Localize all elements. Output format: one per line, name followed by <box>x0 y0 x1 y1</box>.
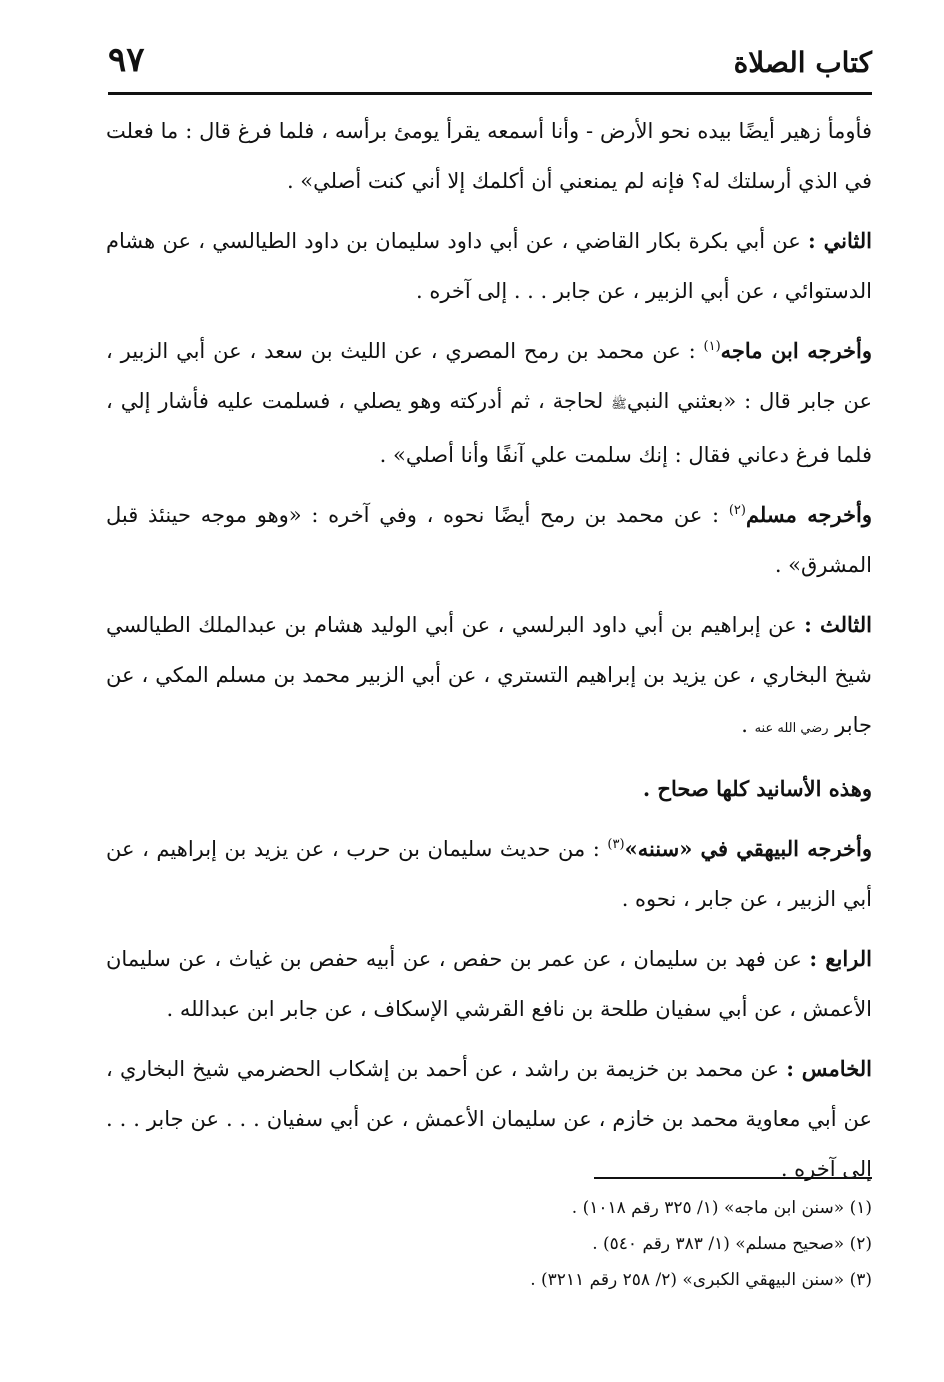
footnote-reference: (٢) <box>728 503 746 518</box>
honorific-ligature: ﷺ <box>611 397 627 412</box>
header-rule <box>108 92 872 95</box>
footnote-1: (١) «سنن ابن ماجه» (١/ ٣٢٥ رقم ١٠١٨) . <box>571 1198 872 1218</box>
footnote-rule <box>594 1177 872 1179</box>
paragraph-5 <box>106 600 872 754</box>
paragraph-text: عن محمد بن خزيمة بن راشد ، عن أحمد بن إشكاب الحضرمي شيخ البخاري ، عن أبي معاوية محمد بن خازم ، عن سليمان الأعمش ، عن أبي سفيان . . . عن جابر . . . إلى آخره . <box>106 1057 872 1181</box>
footnote-3: (٣) «سنن البيهقي الكبرى» (٢/ ٢٥٨ رقم ٣٢١١) . <box>530 1270 872 1290</box>
paragraph-lead: الثالث : <box>804 612 872 637</box>
paragraph-lead: وأخرجه ابن ماجه <box>720 338 872 363</box>
paragraph-lead: وأخرجه مسلم <box>745 502 872 527</box>
main-text <box>106 106 872 1204</box>
paragraph-text: : عن محمد بن رمح المصري ، عن الليث بن سعد ، عن أبي الزبير ، عن جابر قال : «بعثني النبي <box>106 339 873 413</box>
running-header <box>108 38 872 88</box>
paragraph-lead: وأخرجه البيهقي في «سننه» <box>624 836 872 861</box>
footnote-reference: (١) <box>703 339 721 354</box>
paragraph-text-continued: . <box>741 713 755 737</box>
paragraph-1 <box>106 106 872 206</box>
honorific-ligature: رضي الله عنه <box>754 721 829 736</box>
footnote-2: (٢) «صحيح مسلم» (١/ ٣٨٣ رقم ٥٤٠) . <box>592 1234 872 1254</box>
paragraph-text: عن فهد بن سليمان ، عن عمر بن حفص ، عن أبيه حفص بن غياث ، عن سليمان الأعمش ، عن أبي سفيان طلحة بن نافع القرشي الإسكاف ، عن جابر ابن عبدالله . <box>106 947 872 1021</box>
paragraph-9 <box>106 1044 872 1194</box>
paragraph-2 <box>106 216 872 316</box>
paragraph-text: : عن محمد بن رمح أيضًا نحوه ، وفي آخره : «وهو موجه حينئذ قبل المشرق» . <box>106 503 872 577</box>
paragraph-lead: وهذه الأسانيد كلها صحاح . <box>642 776 872 801</box>
footnote-reference: (٣) <box>607 837 625 852</box>
paragraph-lead: الخامس : <box>786 1056 872 1081</box>
paragraph-4 <box>106 490 872 590</box>
paragraph-text-continued: لحاجة ، ثم أدركته وهو يصلي ، فسلمت عليه فأشار إلي ، فلما فرغ دعاني فقال : إنك سلمت علي آنفًا وأنا أصلي» . <box>106 389 872 467</box>
paragraph-text: فأومأ زهير أيضًا بيده نحو الأرض - وأنا أسمعه يقرأ يومئ برأسه ، فلما فرغ قال : ما فعلت في الذي أرسلتك له؟ فإنه لم يمنعني أن أكلمك إلا أني كنت أصلي» . <box>106 119 872 193</box>
book-title: كتاب الصلاة <box>733 46 872 79</box>
paragraph-text: عن إبراهيم بن أبي داود البرلسي ، عن أبي الوليد هشام بن عبدالملك الطيالسي شيخ البخاري ، عن يزيد بن إبراهيم التستري ، عن أبي الزبير محمد بن مسلم المكي ، عن جابر <box>106 613 872 737</box>
page-number: ٩٧ <box>108 40 145 80</box>
paragraph-lead: الرابع : <box>809 946 872 971</box>
paragraph-text: : من حديث سليمان بن حرب ، عن يزيد بن إبراهيم ، عن أبي الزبير ، عن جابر ، نحوه . <box>106 837 872 911</box>
paragraph-3 <box>106 326 872 480</box>
paragraph-text: عن أبي بكرة بكار القاضي ، عن أبي داود سليمان بن داود الطيالسي ، عن هشام الدستوائي ، عن أبي الزبير ، عن جابر . . . إلى آخره . <box>106 229 872 303</box>
paragraph-lead: الثاني : <box>808 228 872 253</box>
footnotes <box>300 1190 872 1298</box>
paragraph-7 <box>106 824 872 924</box>
paragraph-8 <box>106 934 872 1034</box>
paragraph-6 <box>106 764 872 814</box>
